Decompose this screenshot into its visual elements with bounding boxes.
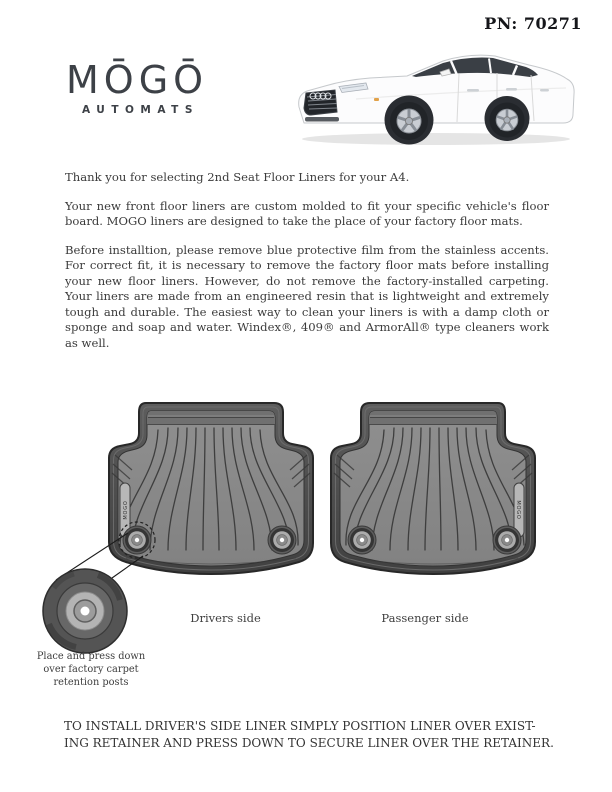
caption-line: retention posts	[53, 677, 129, 688]
caption-line: over factory carpet	[43, 664, 139, 675]
car-rear-wheel	[485, 96, 530, 141]
brand-name: MŌGŌ	[66, 58, 209, 102]
install-instruction-line-1: TO INSTALL DRIVER'S SIDE LINER SIMPLY POSITION LINER OVER EXIST-	[64, 719, 536, 733]
car-shadow	[302, 133, 570, 145]
brand-subtitle: AUTOMATS	[82, 104, 199, 116]
car-side-marker	[374, 98, 379, 101]
intro-copy	[65, 170, 549, 364]
intro-paragraph-2: Your new front floor liners are custom molded to fit your specific vehicle's floor board. MOGO liners are designed to take the place of your factory floor mats.	[65, 198, 549, 228]
vehicle-photo	[290, 36, 582, 150]
install-instruction-line-2: ING RETAINER AND PRESS DOWN TO SECURE LINER OVER THE RETAINER.	[64, 736, 554, 750]
intro-paragraph-1: Thank you for selecting 2nd Seat Floor Liners for your A4.	[65, 170, 410, 184]
passenger-side-label: Passenger side	[381, 611, 469, 625]
car-lower-intake	[305, 117, 339, 122]
driver-side-label: Drivers side	[190, 611, 261, 625]
callout-caption	[28, 650, 154, 689]
brand-logo	[66, 60, 208, 116]
mogo-badge-label: MOGO	[122, 500, 129, 520]
mogo-badge-label: MOGO	[515, 500, 522, 520]
caption-line: Place and press down	[36, 651, 146, 662]
passenger-mat-illustration	[328, 400, 538, 578]
part-number: PN: 70271	[484, 14, 582, 33]
car-illustration-icon	[290, 36, 582, 150]
car-front-wheel	[385, 96, 434, 145]
intro-paragraph-3: Before installtion, please remove blue protective film from the stainless accents. For correct fit, it is necessary to remove the factory floor mats before installing your new floor liners. However, do not remove the factory-installed carpeting. Your liners are made from an engineered resin that is lightweight and extremely tough and durable. The easiest way to clean your liners is with a damp cloth or sponge and soap and water. Windex®, 409® and ArmorAll® type cleaners work as well.	[65, 242, 549, 350]
install-instruction	[64, 718, 564, 752]
retention-post-detail-icon	[40, 566, 130, 656]
